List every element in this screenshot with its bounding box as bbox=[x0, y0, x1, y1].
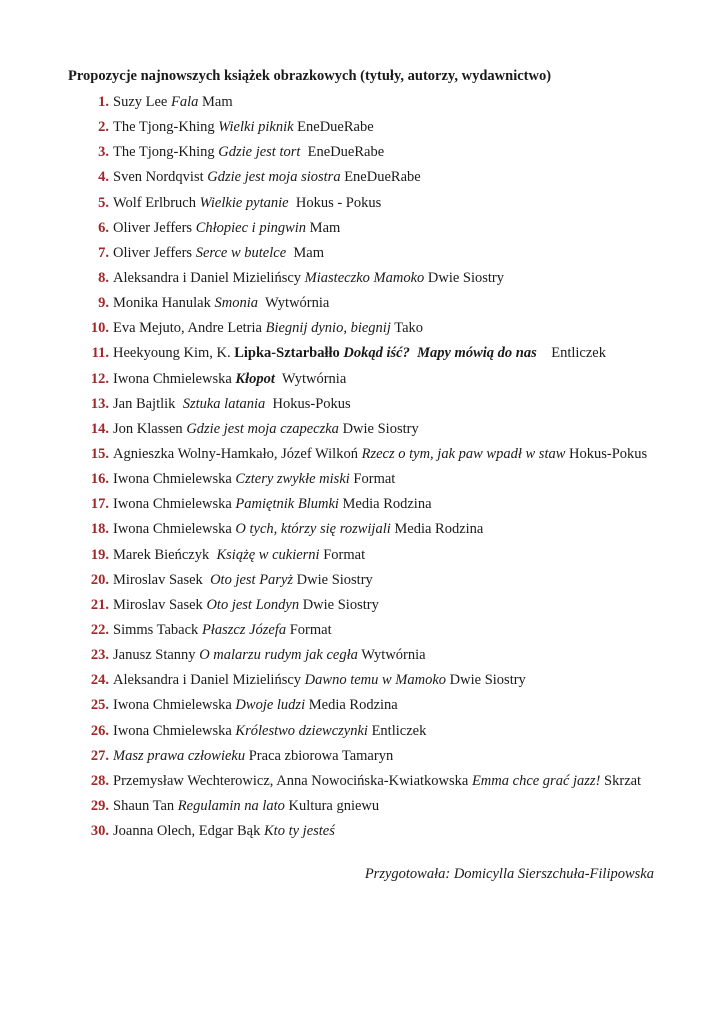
list-item-segment: Tako bbox=[390, 320, 424, 337]
document-heading: Propozycje najnowszych książek obrazkowych (tytuły, autorzy, wydawnictwo) bbox=[68, 68, 552, 84]
list-item-segment: The Tjong-Khing bbox=[113, 144, 219, 161]
book-title: Oto jest Londyn bbox=[206, 596, 300, 613]
book-title: Pamiętnik Blumki bbox=[235, 496, 339, 513]
book-list bbox=[72, 93, 647, 847]
list-item-number: 3. bbox=[98, 144, 109, 161]
list-item bbox=[72, 269, 647, 294]
list-item bbox=[72, 168, 647, 193]
list-item-text bbox=[113, 244, 324, 263]
list-item-segment: Dwie Siostry bbox=[424, 269, 505, 286]
list-item bbox=[72, 722, 647, 747]
book-title: Chłopiec i pingwin bbox=[195, 219, 307, 236]
list-item bbox=[72, 696, 647, 721]
list-item-segment: Iwona Chmielewska bbox=[113, 722, 236, 739]
list-item-number: 23. bbox=[90, 647, 109, 664]
list-item-text bbox=[113, 546, 365, 565]
list-item-segment: Oliver Jeffers bbox=[113, 219, 196, 236]
list-item bbox=[72, 420, 647, 445]
list-item-number: 22. bbox=[90, 621, 109, 638]
list-item-number: 26. bbox=[90, 722, 109, 739]
list-item-segment: Jan Bajtlik bbox=[113, 395, 183, 412]
list-item-segment: Hokus-Pokus bbox=[265, 395, 351, 412]
list-item-segment: EneDueRabe bbox=[340, 169, 421, 186]
list-item-number: 28. bbox=[90, 772, 109, 789]
list-item-text bbox=[113, 219, 340, 238]
list-item-segment: Przemysław Wechterowicz, Anna Nowocińska-Kwiatkowska bbox=[113, 772, 472, 789]
list-item bbox=[72, 370, 647, 395]
list-item-segment: Aleksandra i Daniel Mizielińscy bbox=[113, 269, 305, 286]
list-item-segment: Simms Taback bbox=[113, 621, 202, 638]
book-title: Wielkie pytanie bbox=[199, 194, 289, 211]
list-item-number: 30. bbox=[90, 823, 109, 840]
list-item-number: 4. bbox=[98, 169, 109, 186]
list-item-segment: Media Rodzina bbox=[338, 496, 432, 513]
list-item-segment: Skrzat bbox=[600, 772, 642, 789]
book-title: Masz prawa człowieku bbox=[113, 747, 246, 764]
list-item-segment: Agnieszka Wolny-Hamkało, Józef Wilkoń bbox=[113, 445, 362, 462]
book-title: Serce w butelce bbox=[195, 244, 287, 261]
list-item bbox=[72, 621, 647, 646]
book-title: Gdzie jest moja czapeczka bbox=[186, 420, 339, 437]
book-title: Miasteczko Mamoko bbox=[304, 269, 425, 286]
list-item-text bbox=[113, 772, 641, 791]
list-item-segment: Monika Hanulak bbox=[113, 295, 215, 312]
list-item-segment: Kultura gniewu bbox=[284, 797, 380, 814]
book-title: Dokąd iść? Mapy mówią do nas bbox=[343, 345, 537, 362]
list-item-segment: Oliver Jeffers bbox=[113, 244, 196, 261]
book-title: Fala bbox=[170, 94, 199, 110]
list-item-segment: Format bbox=[319, 546, 366, 563]
list-item-segment: Shaun Tan bbox=[113, 797, 178, 814]
list-item-text bbox=[113, 596, 379, 615]
list-item-segment: Lipka-Sztarbałło bbox=[234, 345, 340, 362]
book-title: Dawno temu w Mamoko bbox=[304, 672, 447, 689]
list-item-number: 2. bbox=[98, 119, 109, 136]
list-item-text bbox=[113, 797, 379, 816]
list-item-segment: Eva Mejuto, Andre Letria bbox=[113, 320, 266, 337]
list-item-text bbox=[113, 395, 351, 414]
list-item-text bbox=[113, 294, 329, 313]
list-item-text bbox=[113, 571, 373, 590]
book-title: Wielki piknik bbox=[218, 119, 294, 136]
list-item bbox=[72, 822, 647, 847]
list-item-segment: Dwie Siostry bbox=[338, 420, 419, 437]
list-item bbox=[72, 546, 647, 571]
list-item-segment: EneDueRabe bbox=[300, 144, 385, 161]
list-item-segment: Iwona Chmielewska bbox=[113, 496, 236, 513]
list-item bbox=[72, 772, 647, 797]
list-item-segment: Marek Bieńczyk bbox=[113, 546, 217, 563]
list-item-text bbox=[113, 696, 398, 715]
list-item-text bbox=[113, 671, 526, 690]
list-item-segment: Iwona Chmielewska bbox=[113, 471, 236, 488]
list-item bbox=[72, 571, 647, 596]
list-item-segment: Format bbox=[349, 471, 396, 488]
list-item-number: 8. bbox=[98, 269, 109, 286]
list-item-segment: Suzy Lee bbox=[113, 94, 171, 110]
book-title: O tych, którzy się rozwijali bbox=[235, 521, 391, 538]
list-item-text bbox=[113, 646, 426, 665]
list-item bbox=[72, 520, 647, 545]
list-item-segment: Miroslav Sasek bbox=[113, 571, 211, 588]
list-item bbox=[72, 747, 647, 772]
list-item-segment: Entliczek bbox=[536, 345, 606, 362]
list-item-text bbox=[113, 822, 335, 841]
list-item-segment: Wytwórnia bbox=[357, 647, 426, 664]
list-item bbox=[72, 395, 647, 420]
book-title: Królestwo dziewczynki bbox=[235, 722, 368, 739]
list-item-segment: Aleksandra i Daniel Mizielińscy bbox=[113, 672, 305, 689]
book-title: Biegnij dynio, biegnij bbox=[265, 320, 391, 337]
list-item-segment: Iwona Chmielewska bbox=[113, 370, 236, 387]
list-item bbox=[72, 219, 647, 244]
list-item-text bbox=[113, 168, 421, 187]
list-item-number: 13. bbox=[90, 395, 109, 412]
signature: Przygotowała: Domicylla Sierszchuła-Filipowska bbox=[364, 866, 654, 882]
list-item-segment: Jon Klassen bbox=[113, 420, 187, 437]
list-item-number: 10. bbox=[90, 320, 109, 337]
book-title: Cztery zwykłe miski bbox=[235, 471, 350, 488]
list-item-number: 16. bbox=[90, 471, 109, 488]
list-item-segment: Iwona Chmielewska bbox=[113, 697, 236, 714]
book-title: Kłopot bbox=[235, 370, 275, 387]
list-item-segment: Sven Nordqvist bbox=[113, 169, 208, 186]
list-item-text bbox=[113, 344, 606, 363]
list-item-segment: Wytwórnia bbox=[274, 370, 347, 387]
list-item-segment: Dwie Siostry bbox=[446, 672, 526, 689]
list-item-segment: Entliczek bbox=[367, 722, 427, 739]
list-item-segment: Mam bbox=[306, 219, 341, 236]
list-item-text bbox=[113, 118, 374, 137]
list-item-segment: Hokus-Pokus bbox=[565, 445, 648, 462]
list-item-number: 11. bbox=[91, 345, 109, 362]
list-item bbox=[72, 646, 647, 671]
list-item-number: 18. bbox=[90, 521, 109, 538]
list-item bbox=[72, 118, 647, 143]
book-title: Kto ty jesteś bbox=[264, 823, 335, 840]
list-item-text bbox=[113, 495, 432, 514]
list-item-number: 14. bbox=[90, 420, 109, 437]
list-item-text bbox=[113, 143, 384, 162]
list-item-segment: Format bbox=[286, 621, 332, 638]
list-item bbox=[72, 671, 647, 696]
book-title: Sztuka latania bbox=[182, 395, 266, 412]
list-item-text bbox=[113, 319, 423, 338]
book-title: Płaszcz Józefa bbox=[201, 621, 287, 638]
list-item-segment: Praca zbiorowa Tamaryn bbox=[245, 747, 394, 764]
list-item-text bbox=[113, 520, 483, 539]
book-title: Dwoje ludzi bbox=[235, 697, 306, 714]
list-item-text bbox=[113, 722, 426, 741]
book-title: Emma chce grać jazz! bbox=[471, 772, 601, 789]
list-item-segment: Joanna Olech, Edgar Bąk bbox=[113, 823, 264, 840]
list-item-number: 20. bbox=[90, 571, 109, 588]
list-item-number: 21. bbox=[90, 596, 109, 613]
list-item-number: 19. bbox=[90, 546, 109, 563]
list-item-number: 27. bbox=[90, 747, 109, 764]
list-item-segment: Media Rodzina bbox=[390, 521, 484, 538]
list-item-segment: The Tjong-Khing bbox=[113, 119, 219, 136]
list-item bbox=[72, 244, 647, 269]
book-title: Smonia bbox=[214, 295, 258, 312]
list-item-number: 29. bbox=[90, 797, 109, 814]
list-item-number: 12. bbox=[90, 370, 109, 387]
list-item bbox=[72, 495, 647, 520]
list-item-number: 9. bbox=[98, 295, 109, 312]
list-item-segment: Dwie Siostry bbox=[293, 571, 373, 588]
list-item-segment: Iwona Chmielewska bbox=[113, 521, 236, 538]
book-title: Gdzie jest moja siostra bbox=[207, 169, 341, 186]
list-item-number: 6. bbox=[98, 219, 109, 236]
list-item-segment: EneDueRabe bbox=[293, 119, 374, 136]
list-item bbox=[72, 194, 647, 219]
book-title: Regulamin na lato bbox=[177, 797, 285, 814]
list-item-number: 5. bbox=[98, 194, 109, 211]
list-item bbox=[72, 445, 647, 470]
list-item bbox=[72, 93, 647, 118]
list-item-text bbox=[113, 445, 647, 464]
book-title: Książę w cukierni bbox=[216, 546, 320, 563]
list-item-text bbox=[113, 93, 233, 112]
list-item-segment: Wytwórnia bbox=[257, 295, 330, 312]
list-item-number: 15. bbox=[90, 445, 109, 462]
list-item-text bbox=[113, 470, 395, 489]
book-title: Rzecz o tym, jak paw wpadł w staw bbox=[361, 445, 566, 462]
list-item bbox=[72, 470, 647, 495]
list-item bbox=[72, 596, 647, 621]
list-item bbox=[72, 797, 647, 822]
list-item-segment: Wolf Erlbruch bbox=[113, 194, 200, 211]
list-item-number: 1. bbox=[98, 94, 109, 110]
book-title: O malarzu rudym jak cegła bbox=[199, 647, 358, 664]
list-item bbox=[72, 143, 647, 168]
list-item-segment: Media Rodzina bbox=[305, 697, 398, 714]
list-item-text bbox=[113, 420, 419, 439]
list-item-segment: Miroslav Sasek bbox=[113, 596, 207, 613]
list-item bbox=[72, 344, 647, 369]
list-item-text bbox=[113, 194, 381, 213]
list-item bbox=[72, 294, 647, 319]
book-title: Gdzie jest tort bbox=[218, 144, 301, 161]
list-item-number: 7. bbox=[98, 244, 109, 261]
list-item-segment: Heekyoung Kim, K. bbox=[113, 345, 235, 362]
list-item-text bbox=[113, 621, 332, 640]
list-item-number: 25. bbox=[90, 697, 109, 714]
list-item-segment: Dwie Siostry bbox=[299, 596, 379, 613]
list-item-segment: Mam bbox=[286, 244, 324, 261]
book-title: Oto jest Paryż bbox=[210, 571, 294, 588]
list-item-text bbox=[113, 269, 504, 288]
list-item-text bbox=[113, 370, 346, 389]
list-item-segment: Hokus - Pokus bbox=[288, 194, 382, 211]
list-item-segment: Mam bbox=[198, 94, 233, 110]
list-item-segment: Janusz Stanny bbox=[113, 647, 200, 664]
list-item-text bbox=[113, 747, 393, 766]
list-item-number: 24. bbox=[90, 672, 109, 689]
list-item-number: 17. bbox=[90, 496, 109, 513]
list-item bbox=[72, 319, 647, 344]
